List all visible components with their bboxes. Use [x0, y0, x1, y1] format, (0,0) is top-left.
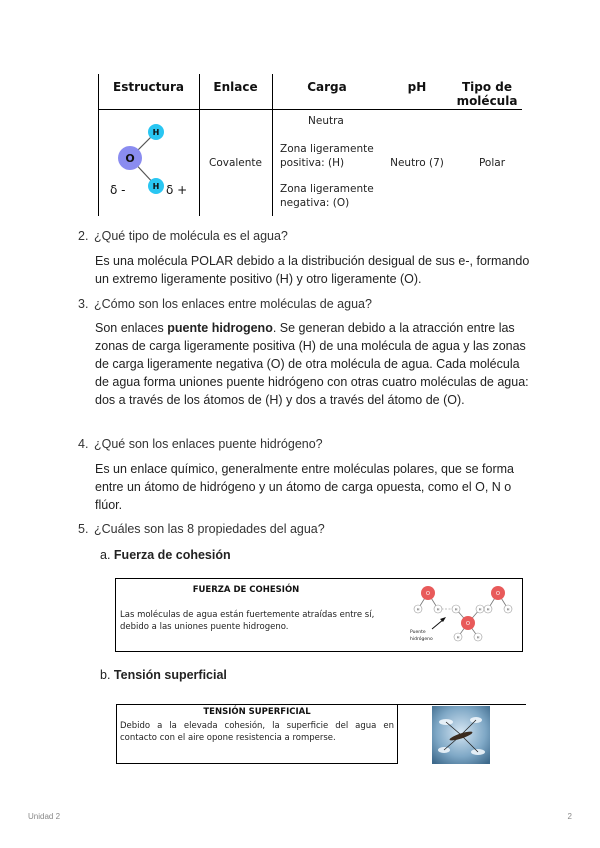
header-tipo: Tipo de molécula: [456, 80, 518, 108]
header-enlace: Enlace: [213, 80, 258, 94]
cell-ph: Neutro (7): [390, 157, 444, 169]
cell-tipo: Polar: [478, 157, 506, 169]
hydrogen-label-top: H: [152, 128, 160, 137]
delta-plus-label: δ +: [166, 183, 188, 197]
svg-text:H: H: [476, 634, 480, 640]
svg-text:H: H: [454, 606, 458, 612]
question-5: 5. ¿Cuáles son las 8 propiedades del agua?: [78, 522, 325, 536]
properties-table: [98, 74, 522, 216]
property-a: a. Fuerza de cohesión: [100, 548, 231, 562]
cohesion-box: [115, 578, 523, 652]
carga-negativa-l1: Zona ligeramente: [280, 183, 374, 195]
svg-text:H: H: [436, 606, 440, 612]
answer-4: Es un enlace químico, generalmente entre moléculas polares, que se forma entre un átomo de hidrógeno y un átomo de carga opuesta, como el O, N o flúor.: [95, 462, 514, 512]
svg-text:O: O: [426, 591, 430, 597]
answer-2: Es una molécula POLAR debido a la distribución desigual de sus e-, formando un extremo ligeramente positivo (H) y otro ligeramente (O).: [95, 254, 530, 286]
svg-text:H: H: [416, 606, 420, 612]
tension-box: [116, 704, 526, 764]
svg-text:H: H: [486, 606, 490, 612]
footer-page-number: 2: [567, 812, 572, 821]
header-estructura: Estructura: [113, 80, 184, 94]
question-4: 4. ¿Qué son los enlaces puente hidrógeno?: [78, 437, 323, 451]
tension-text: Debido a la elevada cohesión, la superficie del agua en contacto con el aire opone resistencia a romperse.: [120, 721, 394, 743]
tension-title: TENSIÓN SUPERFICIAL: [203, 707, 311, 717]
answer-3: Son enlaces puente hidrogeno. Se generan debido a la atracción entre las zonas de carga ligeramente positiva (H) de una molécula de agua y las zonas de carga ligeramente negativa (O) de otra molécula de agua. Cada molécula de agua forma uniones puente hidrógeno con otras cuatro moléculas de agua: dos a través de los átomos de (H) y dos a través del átomo de (O).: [95, 321, 529, 407]
cell-carga: [280, 114, 380, 210]
cell-enlace: Covalente: [208, 157, 262, 169]
water-strider-photo: [432, 706, 490, 764]
cohesion-diagram: [408, 581, 520, 649]
svg-text:O: O: [466, 621, 470, 627]
hydrogen-label-bottom: H: [152, 182, 160, 191]
svg-text:H: H: [506, 606, 510, 612]
svg-text:H: H: [478, 606, 482, 612]
carga-negativa-l2: negativa: (O): [280, 197, 350, 209]
svg-text:O: O: [496, 591, 500, 597]
cohesion-title: FUERZA DE COHESIÓN: [192, 585, 300, 595]
question-3: 3. ¿Cómo son los enlaces entre moléculas de agua?: [78, 297, 372, 311]
puente-label-2: hidrógeno: [410, 637, 433, 642]
cohesion-text: Las moléculas de agua están fuertemente atraídas entre sí, debido a las uniones puente hidrogeno.: [120, 610, 375, 632]
water-molecule-diagram: [108, 118, 198, 203]
footer-unit: Unidad 2: [28, 812, 61, 821]
header-ph: pH: [407, 80, 427, 94]
question-2: 2. ¿Qué tipo de molécula es el agua?: [78, 229, 288, 243]
svg-text:H: H: [456, 634, 460, 640]
property-b: b. Tensión superficial: [100, 668, 227, 682]
header-carga: Carga: [307, 80, 347, 94]
carga-positiva-l1: Zona ligeramente: [280, 143, 374, 155]
puente-label-1: Puente: [410, 630, 426, 635]
carga-positiva-l2: positiva: (H): [280, 157, 345, 169]
delta-minus-label: δ -: [110, 183, 126, 197]
oxygen-label: O: [125, 152, 135, 165]
carga-neutra: Neutra: [308, 115, 344, 127]
